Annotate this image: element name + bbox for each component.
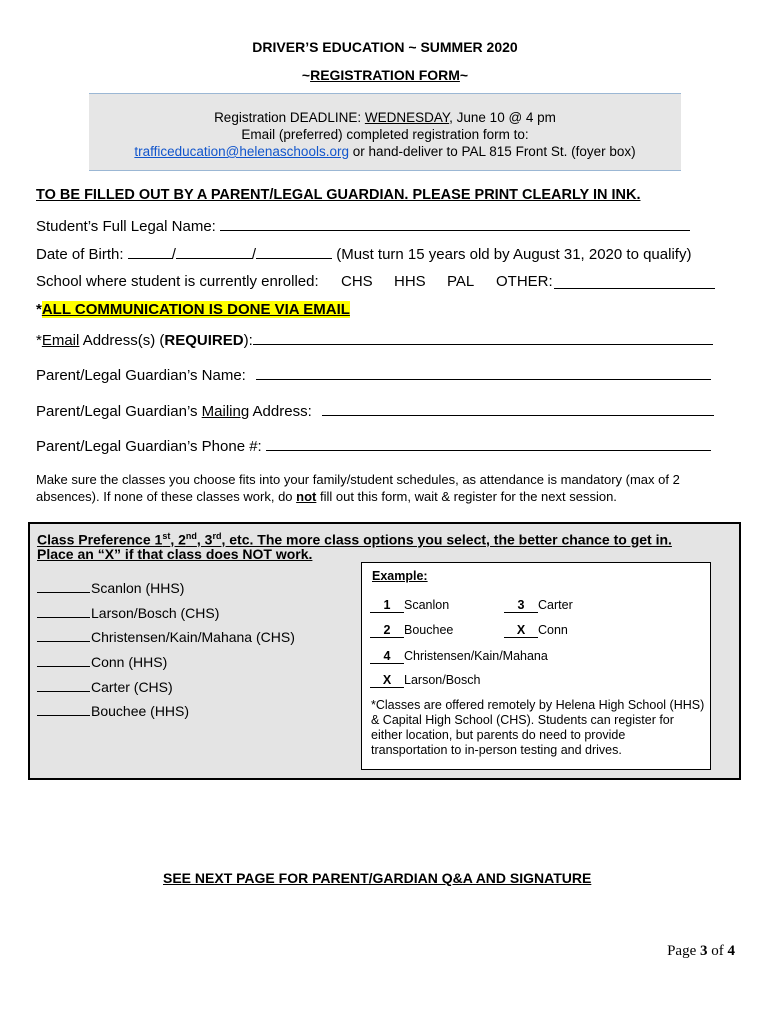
example-row: [370, 623, 453, 638]
guardian-phone-field[interactable]: [266, 436, 711, 451]
guardian-name-row: [36, 365, 711, 384]
student-name-field[interactable]: [220, 216, 690, 231]
instructions-heading: TO BE FILLED OUT BY A PARENT/LEGAL GUARDIAN. PLEASE PRINT CLEARLY IN INK.: [36, 187, 641, 203]
pref-h2: , 2: [170, 531, 186, 548]
email-mid: Address(s) (: [79, 332, 165, 349]
school-other-field[interactable]: [554, 274, 715, 289]
example-row: [504, 623, 568, 638]
class-option-blank[interactable]: [37, 654, 90, 667]
attendance-text-end: fill out this form, wait & register for the next session.: [316, 489, 617, 504]
next-page-notice: SEE NEXT PAGE FOR PARENT/GARDIAN Q&A AND SIGNATURE: [163, 870, 592, 886]
class-option-label: Scanlon (HHS): [91, 580, 185, 596]
class-option-label: Carter (CHS): [91, 679, 173, 695]
school-option-chs[interactable]: CHS: [341, 273, 373, 290]
example-title: Example:: [372, 569, 428, 583]
email-line: [89, 143, 681, 160]
dob-year-field[interactable]: [256, 244, 332, 259]
communication-note: [36, 301, 350, 318]
guardian-phone-label: Parent/Legal Guardian’s Phone #:: [36, 438, 262, 455]
example-name: Christensen/Kain/Mahana: [404, 649, 548, 663]
page-word: Page: [667, 943, 700, 959]
email-instructions: Email (preferred) completed registration form to:: [241, 127, 529, 142]
class-option[interactable]: [37, 629, 295, 645]
student-name-row: [36, 216, 690, 235]
deadline-box: [89, 93, 681, 171]
guardian-name-label: Parent/Legal Guardian’s Name:: [36, 367, 246, 384]
class-option[interactable]: [37, 580, 184, 596]
class-option[interactable]: [37, 703, 189, 719]
class-option-blank[interactable]: [37, 703, 90, 716]
email-required: REQUIRED: [164, 332, 244, 349]
class-option[interactable]: [37, 605, 219, 621]
email-link[interactable]: trafficeducation@helenaschools.org: [134, 144, 349, 159]
example-name: Scanlon: [404, 598, 450, 612]
hand-deliver-text: or hand-deliver to PAL 815 Front St. (foyer box): [348, 144, 636, 159]
class-option-blank[interactable]: [37, 679, 90, 692]
guardian-address-field[interactable]: [322, 401, 714, 416]
school-label: School where student is currently enrolled:: [36, 273, 319, 290]
example-name: Larson/Bosch: [404, 673, 481, 687]
class-option-blank[interactable]: [37, 605, 90, 618]
deadline-label: Registration DEADLINE:: [214, 110, 365, 125]
email-field[interactable]: [253, 330, 713, 345]
dob-row: [36, 244, 691, 263]
example-name: Conn: [538, 623, 568, 637]
form-title: DRIVER’S EDUCATION ~ SUMMER 2020: [252, 39, 518, 55]
example-mark: 3: [504, 598, 538, 613]
page-of: of: [707, 943, 728, 959]
deadline-date: , June 10 @ 4 pm: [449, 110, 556, 125]
class-option-blank[interactable]: [37, 629, 90, 642]
dob-note: (Must turn 15 years old by August 31, 2020 to qualify): [336, 246, 692, 263]
example-mark: X: [504, 623, 538, 638]
dob-label: Date of Birth:: [36, 246, 124, 263]
class-option-label: Bouchee (HHS): [91, 703, 190, 719]
comm-star: *: [36, 301, 42, 318]
dob-slash-1: /: [171, 246, 176, 263]
guardian-phone-row: [36, 436, 711, 455]
tilde-left: ~: [301, 67, 311, 83]
guardian-address-label-post: Address:: [249, 403, 312, 420]
page-current: 3: [700, 943, 708, 959]
email-word: Email: [41, 332, 80, 349]
deadline-day: WEDNESDAY: [364, 110, 450, 125]
dob-month-field[interactable]: [128, 244, 172, 259]
dob-slash-2: /: [251, 246, 257, 263]
example-name: Carter: [538, 598, 573, 612]
example-row: [370, 673, 480, 688]
email-end: ):: [243, 332, 253, 349]
class-option-label: Larson/Bosch (CHS): [91, 605, 220, 621]
pref-sup1: st: [162, 531, 171, 541]
registration-form-label: REGISTRATION FORM: [310, 67, 460, 83]
example-mark: 2: [370, 623, 404, 638]
example-note: *Classes are offered remotely by Helena High School (HHS) & Capital High School (CHS). Students can register for either location, but parents do need to provide transportation to in-person testing and drives.: [371, 698, 705, 757]
class-option-blank[interactable]: [37, 580, 90, 593]
school-option-pal[interactable]: PAL: [447, 273, 475, 290]
pref-h3: , 3: [196, 531, 213, 548]
deadline-line: [89, 109, 681, 126]
page-number: [667, 943, 735, 960]
example-mark: 1: [370, 598, 404, 613]
attendance-note: [36, 471, 736, 505]
example-row: [370, 598, 449, 613]
email-row: [36, 330, 713, 349]
form-subtitle: [0, 67, 770, 83]
pref-h1: Class Preference 1: [37, 531, 163, 548]
school-option-other[interactable]: OTHER:: [496, 273, 553, 290]
pref-sup2: nd: [185, 531, 197, 541]
class-option-label: Conn (HHS): [91, 654, 168, 670]
example-row: [504, 598, 573, 613]
email-star: *: [36, 332, 42, 349]
class-option-label: Christensen/Kain/Mahana (CHS): [91, 629, 295, 645]
comm-note-text: ALL COMMUNICATION IS DONE VIA EMAIL: [41, 301, 350, 318]
guardian-address-label-pre: Parent/Legal Guardian’s: [36, 403, 202, 420]
guardian-address-mailing: Mailing: [201, 403, 250, 420]
dob-day-field[interactable]: [176, 244, 252, 259]
attendance-not: not: [296, 489, 317, 504]
example-row: [370, 649, 548, 664]
tilde-right: ~: [459, 67, 469, 83]
example-name: Bouchee: [404, 623, 454, 637]
example-mark: 4: [370, 649, 404, 664]
school-option-hhs[interactable]: HHS: [394, 273, 426, 290]
attendance-text: Make sure the classes you choose fits into your family/student schedules, as attendance is mandatory (max of 2 absences). If none of these classes work, do: [36, 472, 680, 504]
class-option[interactable]: [37, 654, 167, 670]
page-total: 4: [727, 943, 735, 959]
preference-instruction: Place an “X” if that class does NOT work.: [37, 546, 313, 562]
guardian-name-field[interactable]: [256, 365, 711, 380]
student-name-label: Student’s Full Legal Name:: [36, 218, 216, 235]
pref-h4: , etc. The more class options you select, the better chance to get in.: [221, 531, 672, 548]
guardian-address-row: [36, 401, 714, 420]
school-row: [36, 273, 319, 290]
class-option[interactable]: [37, 679, 173, 695]
example-mark: X: [370, 673, 404, 688]
pref-sup3: rd: [212, 531, 222, 541]
